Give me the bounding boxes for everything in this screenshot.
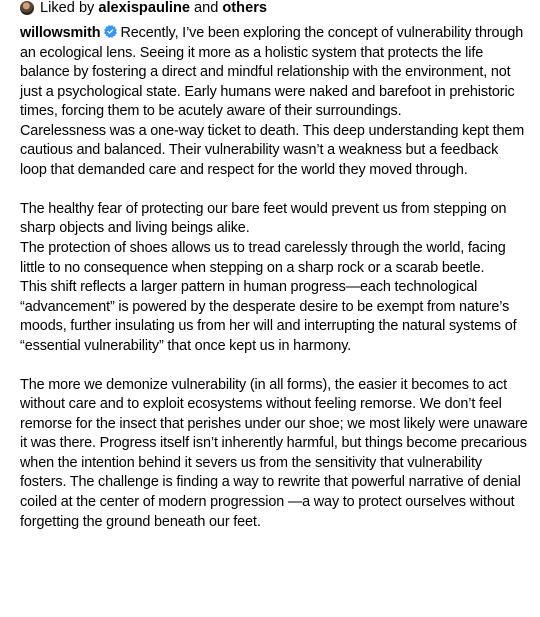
- caption-paragraph: [20, 24, 528, 122]
- others-link[interactable]: others: [222, 0, 267, 16]
- caption-text-6: The more we demonize vulnerability (in all forms), the easier it becomes to act without care and to exploit ecosystems without feeling remorse. We don’t feel remorse for the insect that perishes under our shoe; we most likely were unaware it was there. Progress itself isn’t inherently harmful, but things become precarious when the intention behind it severs us from the sensitivity that vulnerability fosters. The challenge is finding a way to rewrite that powerful narrative of denial coiled at the center of modern progression —a way to protect ourselves without forgetting the ground beneath our feet.: [20, 376, 528, 530]
- liker-avatar[interactable]: [20, 1, 34, 15]
- paragraph-gap: [20, 180, 528, 200]
- liker-username-link[interactable]: alexispauline: [98, 0, 191, 16]
- liked-by-joiner: and: [194, 0, 219, 16]
- caption-text-1: Recently, I’ve been exploring the concept of vulnerability through an ecological lens. Seeing it more as a holistic system that protects the life balance by fostering a direct and mindful relationship with the environment, not just a psychological state. Early humans were naked and barefoot in prehistoric times, forcing them to be acutely aware of their surroundings.: [20, 25, 524, 120]
- caption-text-4: The protection of shoes allows us to tread carelessly through the world, facing little to no consequence when stepping on a sharp rock or a scarab beetle.: [20, 239, 506, 276]
- caption-text-2: Carelessness was a one-way ticket to death. This deep understanding kept them cautious and balanced. Their vulnerability wasn’t a weakness but a feedback loop that demanded care and respect for the world they moved through.: [20, 122, 525, 178]
- author-username-link[interactable]: willowsmith: [20, 25, 101, 41]
- verified-badge-icon: [104, 25, 117, 38]
- liked-by-prefix: Liked by: [40, 0, 95, 16]
- caption-text-5: This shift reflects a larger pattern in human progress—each technological “advancement” is powered by the desperate desire to be exempt from nature’s moods, further insulating us from her will and interrupting the natural systems of “essential vulnerability” that once kept us in harmony.: [20, 279, 517, 354]
- liked-by-row: [20, 0, 528, 18]
- caption: [20, 24, 528, 532]
- paragraph-gap: [20, 356, 528, 376]
- caption-text-3: The healthy fear of protecting our bare feet would prevent us from stepping on sharp objects and living beings alike.: [20, 200, 507, 237]
